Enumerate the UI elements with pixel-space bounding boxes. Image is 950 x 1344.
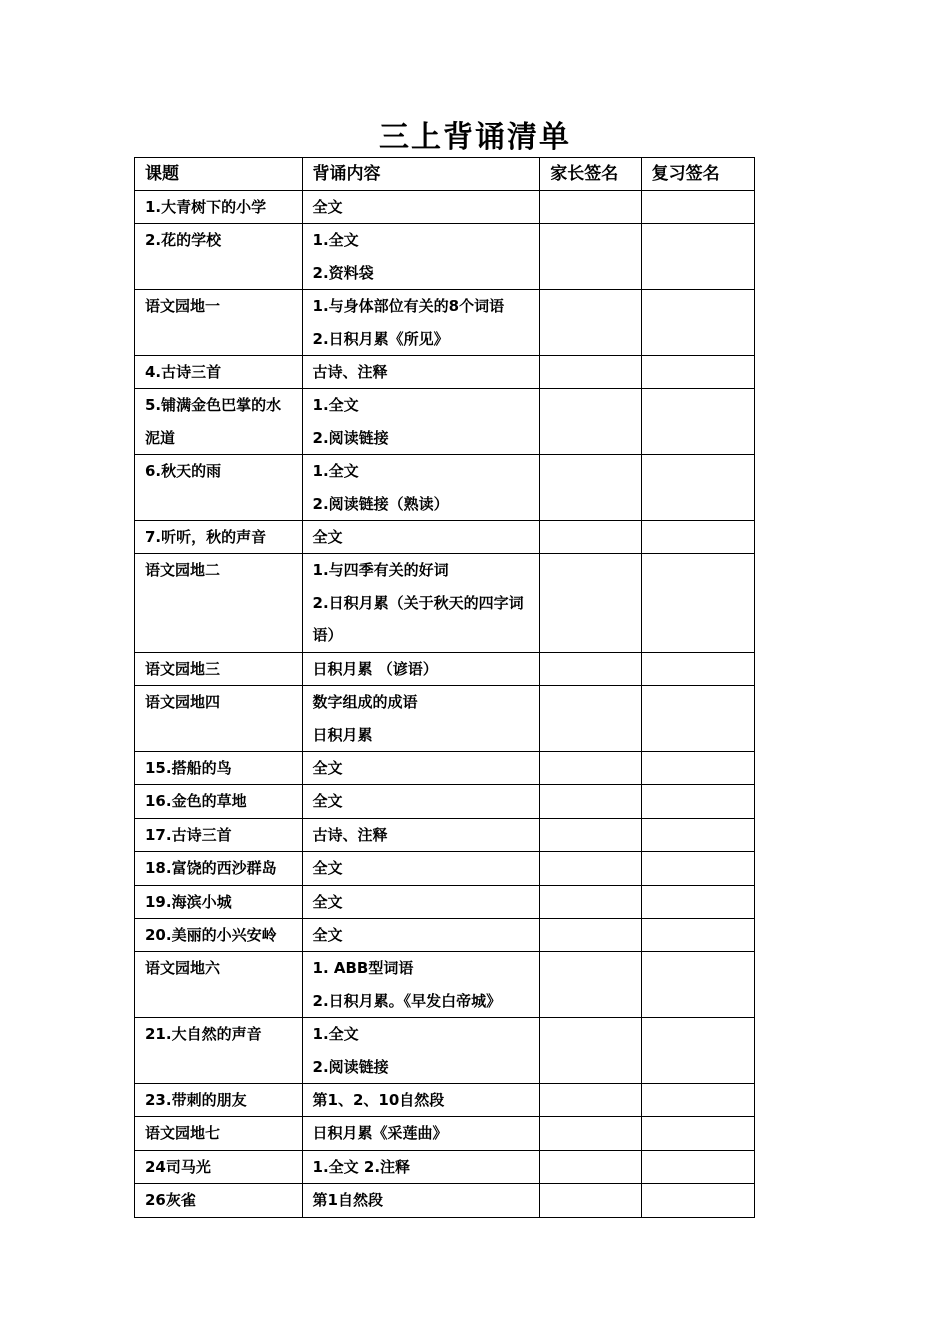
content-line: 1.全文: [312, 462, 359, 481]
parent-signature-cell: [540, 652, 641, 685]
parent-signature-cell: [540, 389, 641, 455]
lesson-cell: 26灰雀: [135, 1184, 303, 1217]
review-signature-cell: [641, 918, 754, 951]
review-signature-cell: [641, 554, 754, 652]
lesson-cell: 语文园地六: [135, 952, 303, 1018]
review-signature-cell: [641, 952, 754, 1018]
lesson-cell: 语文园地二: [135, 554, 303, 652]
content-line: 第1自然段: [312, 1191, 383, 1210]
lesson-cell: 5.铺满金色巴掌的水泥道: [135, 389, 303, 455]
table-row: [135, 918, 755, 951]
header-content: 背诵内容: [302, 158, 540, 191]
table-row: [135, 521, 755, 554]
table-row: [135, 818, 755, 851]
lesson-cell: 2.花的学校: [135, 224, 303, 290]
table-row: [135, 852, 755, 885]
content-cell: [302, 455, 540, 521]
content-line: 全文: [312, 892, 343, 911]
parent-signature-cell: [540, 1117, 641, 1150]
parent-signature-cell: [540, 1018, 641, 1084]
table-row: [135, 785, 755, 818]
content-line: 1.全文: [312, 1025, 359, 1044]
lesson-cell: 7.听听，秋的声音: [135, 521, 303, 554]
content-line: 全文: [312, 758, 343, 777]
review-signature-cell: [641, 191, 754, 224]
content-cell: [302, 1184, 540, 1217]
parent-signature-cell: [540, 455, 641, 521]
parent-signature-cell: [540, 356, 641, 389]
content-line: 2.阅读链接: [312, 1057, 389, 1076]
parent-signature-cell: [540, 818, 641, 851]
page-title: 三上背诵清单: [379, 120, 571, 155]
lesson-cell: 语文园地一: [135, 290, 303, 356]
content-line: 全文: [312, 198, 343, 216]
lesson-cell: 18.富饶的西沙群岛: [135, 852, 303, 885]
content-cell: [302, 1083, 540, 1116]
content-cell: [302, 290, 540, 356]
parent-signature-cell: [540, 785, 641, 818]
table-row: [135, 290, 755, 356]
parent-signature-cell: [540, 918, 641, 951]
content-line: 1.与四季有关的好词: [312, 561, 449, 580]
lesson-cell: 21.大自然的声音: [135, 1018, 303, 1084]
review-signature-cell: [641, 1150, 754, 1183]
parent-signature-cell: [540, 1083, 641, 1116]
content-line: 2.日积月累《所见》: [312, 329, 449, 348]
content-cell: [302, 191, 540, 224]
table-row: [135, 652, 755, 685]
table-row: [135, 751, 755, 784]
content-line: 全文: [312, 792, 343, 811]
review-signature-cell: [641, 224, 754, 290]
content-cell: [302, 952, 540, 1018]
content-cell: [302, 224, 540, 290]
review-signature-cell: [641, 686, 754, 752]
content-line: 1. ABB型词语: [312, 959, 414, 978]
lesson-cell: 23.带刺的朋友: [135, 1083, 303, 1116]
lesson-cell: 语文园地四: [135, 686, 303, 752]
table-row: [135, 224, 755, 290]
review-signature-cell: [641, 521, 754, 554]
review-signature-cell: [641, 1117, 754, 1150]
table-row: [135, 356, 755, 389]
content-line: 全文: [312, 859, 343, 878]
parent-signature-cell: [540, 191, 641, 224]
content-cell: [302, 785, 540, 818]
table-row: [135, 1150, 755, 1183]
review-signature-cell: [641, 785, 754, 818]
parent-signature-cell: [540, 751, 641, 784]
header-parent-signature: 家长签名: [540, 158, 641, 191]
content-cell: [302, 1150, 540, 1183]
parent-signature-cell: [540, 1184, 641, 1217]
parent-signature-cell: [540, 224, 641, 290]
lesson-cell: 19.海滨小城: [135, 885, 303, 918]
parent-signature-cell: [540, 885, 641, 918]
parent-signature-cell: [540, 290, 641, 356]
lesson-cell: 语文园地三: [135, 652, 303, 685]
content-line: 古诗、注释: [312, 363, 388, 382]
parent-signature-cell: [540, 554, 641, 652]
review-signature-cell: [641, 356, 754, 389]
content-line: 1.与身体部位有关的8个词语: [312, 297, 505, 316]
lesson-cell: 24司马光: [135, 1150, 303, 1183]
table-row: [135, 1018, 755, 1084]
parent-signature-cell: [540, 952, 641, 1018]
content-cell: [302, 686, 540, 752]
parent-signature-cell: [540, 521, 641, 554]
content-line: 日积月累《采莲曲》: [312, 1124, 448, 1143]
review-signature-cell: [641, 885, 754, 918]
content-line: 古诗、注释: [312, 825, 388, 844]
table-row: [135, 389, 755, 455]
review-signature-cell: [641, 1083, 754, 1116]
review-signature-cell: [641, 290, 754, 356]
content-line: 日积月累: [312, 725, 373, 744]
content-cell: [302, 1117, 540, 1150]
content-line: 1.全文: [312, 231, 359, 250]
table-row: [135, 554, 755, 652]
table-header-row: [135, 158, 755, 191]
content-line: 2.资料袋: [312, 263, 374, 282]
content-cell: [302, 818, 540, 851]
header-lesson: 课题: [135, 158, 303, 191]
review-signature-cell: [641, 1018, 754, 1084]
content-cell: [302, 918, 540, 951]
content-line: 2.日积月累。《早发白帝城》: [312, 991, 502, 1010]
table-row: [135, 455, 755, 521]
review-signature-cell: [641, 455, 754, 521]
lesson-cell: 语文园地七: [135, 1117, 303, 1150]
content-cell: [302, 1018, 540, 1084]
content-line: 数字组成的成语: [312, 693, 418, 712]
header-review-signature: 复习签名: [641, 158, 754, 191]
review-signature-cell: [641, 1184, 754, 1217]
review-signature-cell: [641, 751, 754, 784]
review-signature-cell: [641, 818, 754, 851]
content-cell: [302, 885, 540, 918]
content-cell: [302, 389, 540, 455]
content-line: 2.日积月累（关于秋天的四字词语）: [312, 593, 524, 645]
content-line: 全文: [312, 528, 343, 547]
content-line: 2.阅读链接（熟读）: [312, 494, 449, 513]
content-cell: [302, 554, 540, 652]
lesson-cell: 6.秋天的雨: [135, 455, 303, 521]
content-line: 日积月累 （谚语）: [312, 659, 438, 678]
lesson-cell: 17.古诗三首: [135, 818, 303, 851]
review-signature-cell: [641, 389, 754, 455]
table-row: [135, 885, 755, 918]
content-cell: [302, 751, 540, 784]
content-line: 2.阅读链接: [312, 428, 389, 447]
table-row: [135, 191, 755, 224]
recitation-table: [134, 157, 755, 1218]
table-row: [135, 1117, 755, 1150]
parent-signature-cell: [540, 686, 641, 752]
content-cell: [302, 852, 540, 885]
lesson-cell: 15.搭船的鸟: [135, 751, 303, 784]
table-row: [135, 952, 755, 1018]
lesson-cell: 4.古诗三首: [135, 356, 303, 389]
content-cell: [302, 356, 540, 389]
lesson-cell: 16.金色的草地: [135, 785, 303, 818]
lesson-cell: 1.大青树下的小学: [135, 191, 303, 224]
content-cell: [302, 521, 540, 554]
content-line: 1.全文 2.注释: [312, 1157, 411, 1176]
content-line: 1.全文: [312, 396, 359, 415]
review-signature-cell: [641, 652, 754, 685]
table-row: [135, 686, 755, 752]
parent-signature-cell: [540, 852, 641, 885]
content-line: 第1、2、10自然段: [312, 1090, 445, 1109]
table-row: [135, 1083, 755, 1116]
content-cell: [302, 652, 540, 685]
review-signature-cell: [641, 852, 754, 885]
table-row: [135, 1184, 755, 1217]
parent-signature-cell: [540, 1150, 641, 1183]
content-line: 全文: [312, 925, 343, 944]
lesson-cell: 20.美丽的小兴安岭: [135, 918, 303, 951]
